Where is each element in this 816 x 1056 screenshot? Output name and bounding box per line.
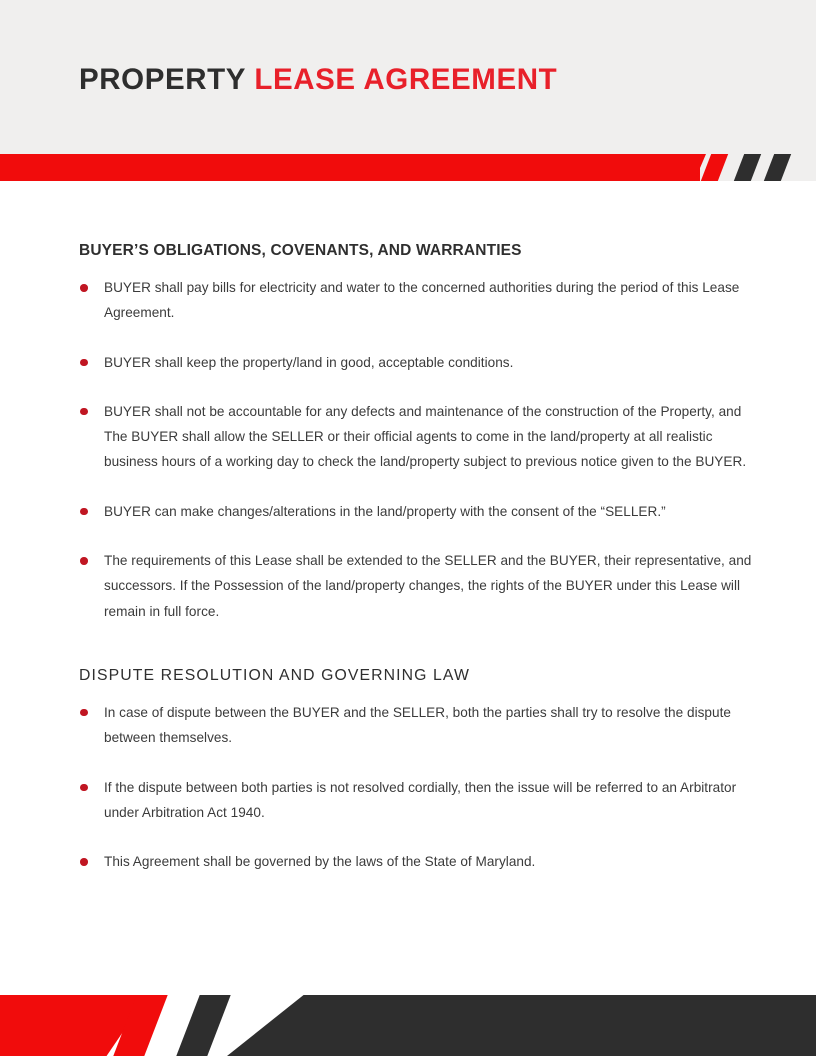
list-item — [79, 775, 754, 826]
list-item-text: In case of dispute between the BUYER and the SELLER, both the parties shall try to resolve the dispute between themselves. — [104, 704, 731, 746]
list-item-text: BUYER shall keep the property/land in good, acceptable conditions. — [104, 354, 514, 370]
list-item — [79, 849, 754, 874]
section-heading: BUYER’S OBLIGATIONS, COVENANTS, AND WARRANTIES — [79, 242, 522, 259]
list-item — [79, 700, 754, 751]
section-divider-space — [79, 624, 754, 666]
list-item-text: If the dispute between both parties is not resolved cordially, then the issue will be referred to an Arbitrator under Arbitration Act 1940. — [104, 779, 737, 820]
list-item-text: BUYER can make changes/alterations in the land/property with the consent of the “SELLER.” — [104, 503, 666, 519]
list-item — [79, 548, 754, 624]
bullet-dot-icon — [80, 784, 88, 792]
bullet-dot-icon — [80, 557, 88, 565]
bullet-dot-icon — [80, 359, 88, 367]
header-stripe-red-1 — [701, 154, 728, 181]
list-item — [79, 499, 754, 524]
section-dispute-resolution — [79, 666, 754, 874]
bullet-dot-icon — [80, 709, 88, 717]
bullet-dot-icon — [80, 284, 88, 292]
document-body — [0, 181, 816, 874]
section-heading: DISPUTE RESOLUTION AND GOVERNING LAW — [79, 666, 470, 684]
page-title-accent: LEASE AGREEMENT — [254, 63, 558, 96]
bullet-list — [79, 275, 754, 624]
list-item — [79, 350, 754, 375]
header-stripe-dark-2 — [764, 154, 791, 181]
header-stripe-dark-1 — [734, 154, 761, 181]
list-item — [79, 275, 754, 326]
list-item-text: BUYER shall not be accountable for any defects and maintenance of the construction of the Property, and The BUYER shall allow the SELLER or their official agents to come in the land/property at all realistic business hours of a working day to check the land/property subject to previous notice given to the BUYER. — [104, 403, 747, 470]
bullet-list — [79, 700, 754, 874]
bullet-dot-icon — [80, 408, 88, 416]
page-title-primary: PROPERTY — [79, 63, 246, 96]
page-title — [79, 63, 557, 97]
section-buyers-obligations — [79, 241, 754, 624]
footer-stripe-dark-1 — [176, 995, 230, 1056]
list-item-text: This Agreement shall be governed by the laws of the State of Maryland. — [104, 854, 536, 870]
list-item — [79, 399, 754, 475]
header-red-band — [0, 154, 700, 181]
page-footer — [0, 995, 816, 1056]
bullet-dot-icon — [80, 858, 88, 866]
list-item-text: The requirements of this Lease shall be extended to the SELLER and the BUYER, their representative, and successors. If the Possession of the land/property changes, the rights of the BUYER under this Lease will remain in full force. — [104, 553, 752, 619]
page-header — [0, 0, 816, 181]
bullet-dot-icon — [80, 508, 88, 516]
header-diagonal-stripes — [694, 154, 816, 181]
list-item-text: BUYER shall pay bills for electricity and water to the concerned authorities during the period of this Lease Agreement. — [104, 280, 740, 321]
footer-dark-band — [227, 995, 816, 1056]
